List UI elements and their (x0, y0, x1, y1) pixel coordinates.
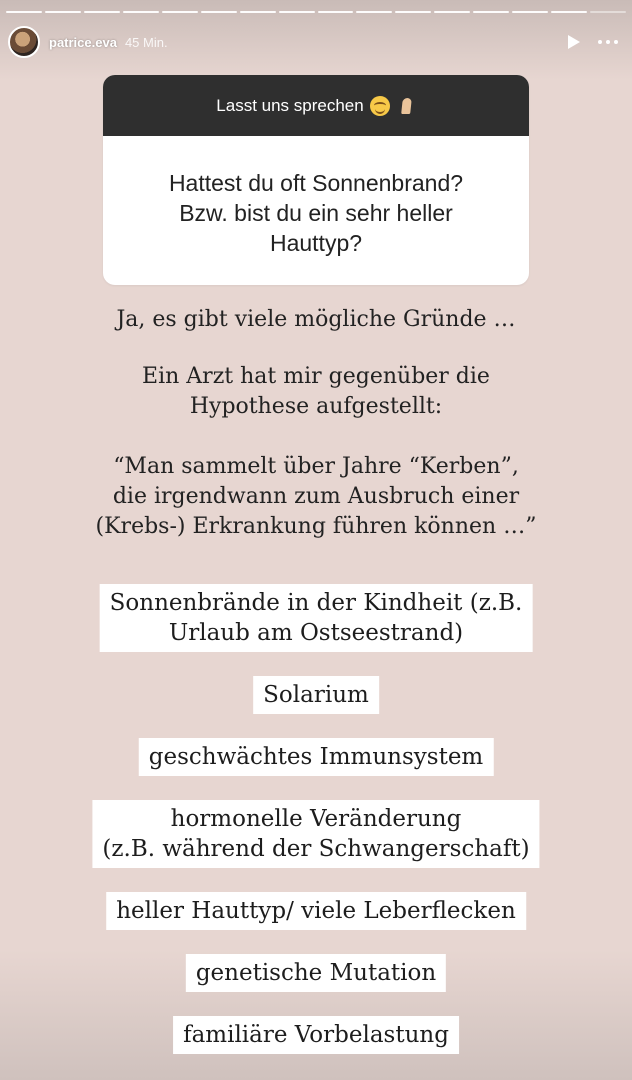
cause-line: Urlaub am Ostseestrand) (168, 620, 464, 646)
question-sticker-header (103, 75, 529, 136)
play-icon[interactable] (568, 35, 580, 49)
question-text (103, 136, 529, 258)
progress-segment (201, 11, 237, 13)
progress-segment (551, 11, 587, 13)
progress-segment (84, 11, 120, 13)
cause-tag (106, 892, 526, 930)
story-header (8, 26, 624, 58)
question-line: Hattest du oft Sonnenbrand? (168, 170, 464, 196)
quote-line: (Krebs-) Erkrankung führen können …” (95, 514, 537, 539)
quote-line: die irgendwann zum Ausbruch einer (112, 484, 520, 509)
question-line: Bzw. bist du ein sehr heller (179, 200, 453, 226)
progress-segment (395, 11, 431, 13)
cause-line: heller Hauttyp/ viele Leberflecken (116, 898, 516, 924)
username[interactable]: patrice.eva (49, 34, 117, 50)
progress-segment (6, 11, 42, 13)
cause-line: Solarium (263, 682, 369, 708)
more-options-icon[interactable] (598, 40, 618, 44)
cause-tag (186, 954, 446, 992)
progress-segment (162, 11, 198, 13)
story-progress-bar (6, 11, 626, 13)
cause-tag (92, 800, 539, 868)
answer-line: Ein Arzt hat mir gegenüber die (142, 364, 490, 389)
cause-tag (253, 676, 379, 714)
question-line: Hauttyp? (269, 230, 363, 256)
cause-line: hormonelle Veränderung (170, 806, 462, 832)
folded-hands-icon (396, 96, 416, 116)
question-title: Lasst uns sprechen (216, 95, 364, 115)
quote-line: “Man sammelt über Jahre “Kerben”, (113, 454, 519, 479)
progress-segment (356, 11, 392, 13)
avatar[interactable] (8, 26, 40, 58)
progress-segment (512, 11, 548, 13)
progress-segment (590, 11, 626, 13)
progress-segment (279, 11, 315, 13)
question-sticker[interactable] (103, 75, 529, 285)
cause-line: geschwächtes Immunsystem (148, 744, 484, 770)
post-time: 45 Min. (124, 34, 168, 50)
header-actions (568, 35, 624, 49)
cause-line: (z.B. während der Schwangerschaft) (102, 836, 530, 862)
answer-line: Ja, es gibt viele mögliche Gründe … (116, 307, 516, 332)
progress-segment (123, 11, 159, 13)
cause-line: familiäre Vorbelastung (183, 1022, 449, 1048)
answer-line: Hypothese aufgestellt: (189, 394, 443, 419)
progress-segment (434, 11, 470, 13)
cause-line: Sonnenbrände in der Kindheit (z.B. (109, 590, 523, 616)
progress-segment (473, 11, 509, 13)
smiling-face-icon (370, 96, 390, 116)
cause-line: genetische Mutation (195, 960, 437, 986)
progress-segment (240, 11, 276, 13)
cause-tag (100, 584, 533, 652)
cause-tag (139, 738, 494, 776)
progress-segment (318, 11, 354, 13)
progress-segment (45, 11, 81, 13)
cause-tag (173, 1016, 459, 1054)
